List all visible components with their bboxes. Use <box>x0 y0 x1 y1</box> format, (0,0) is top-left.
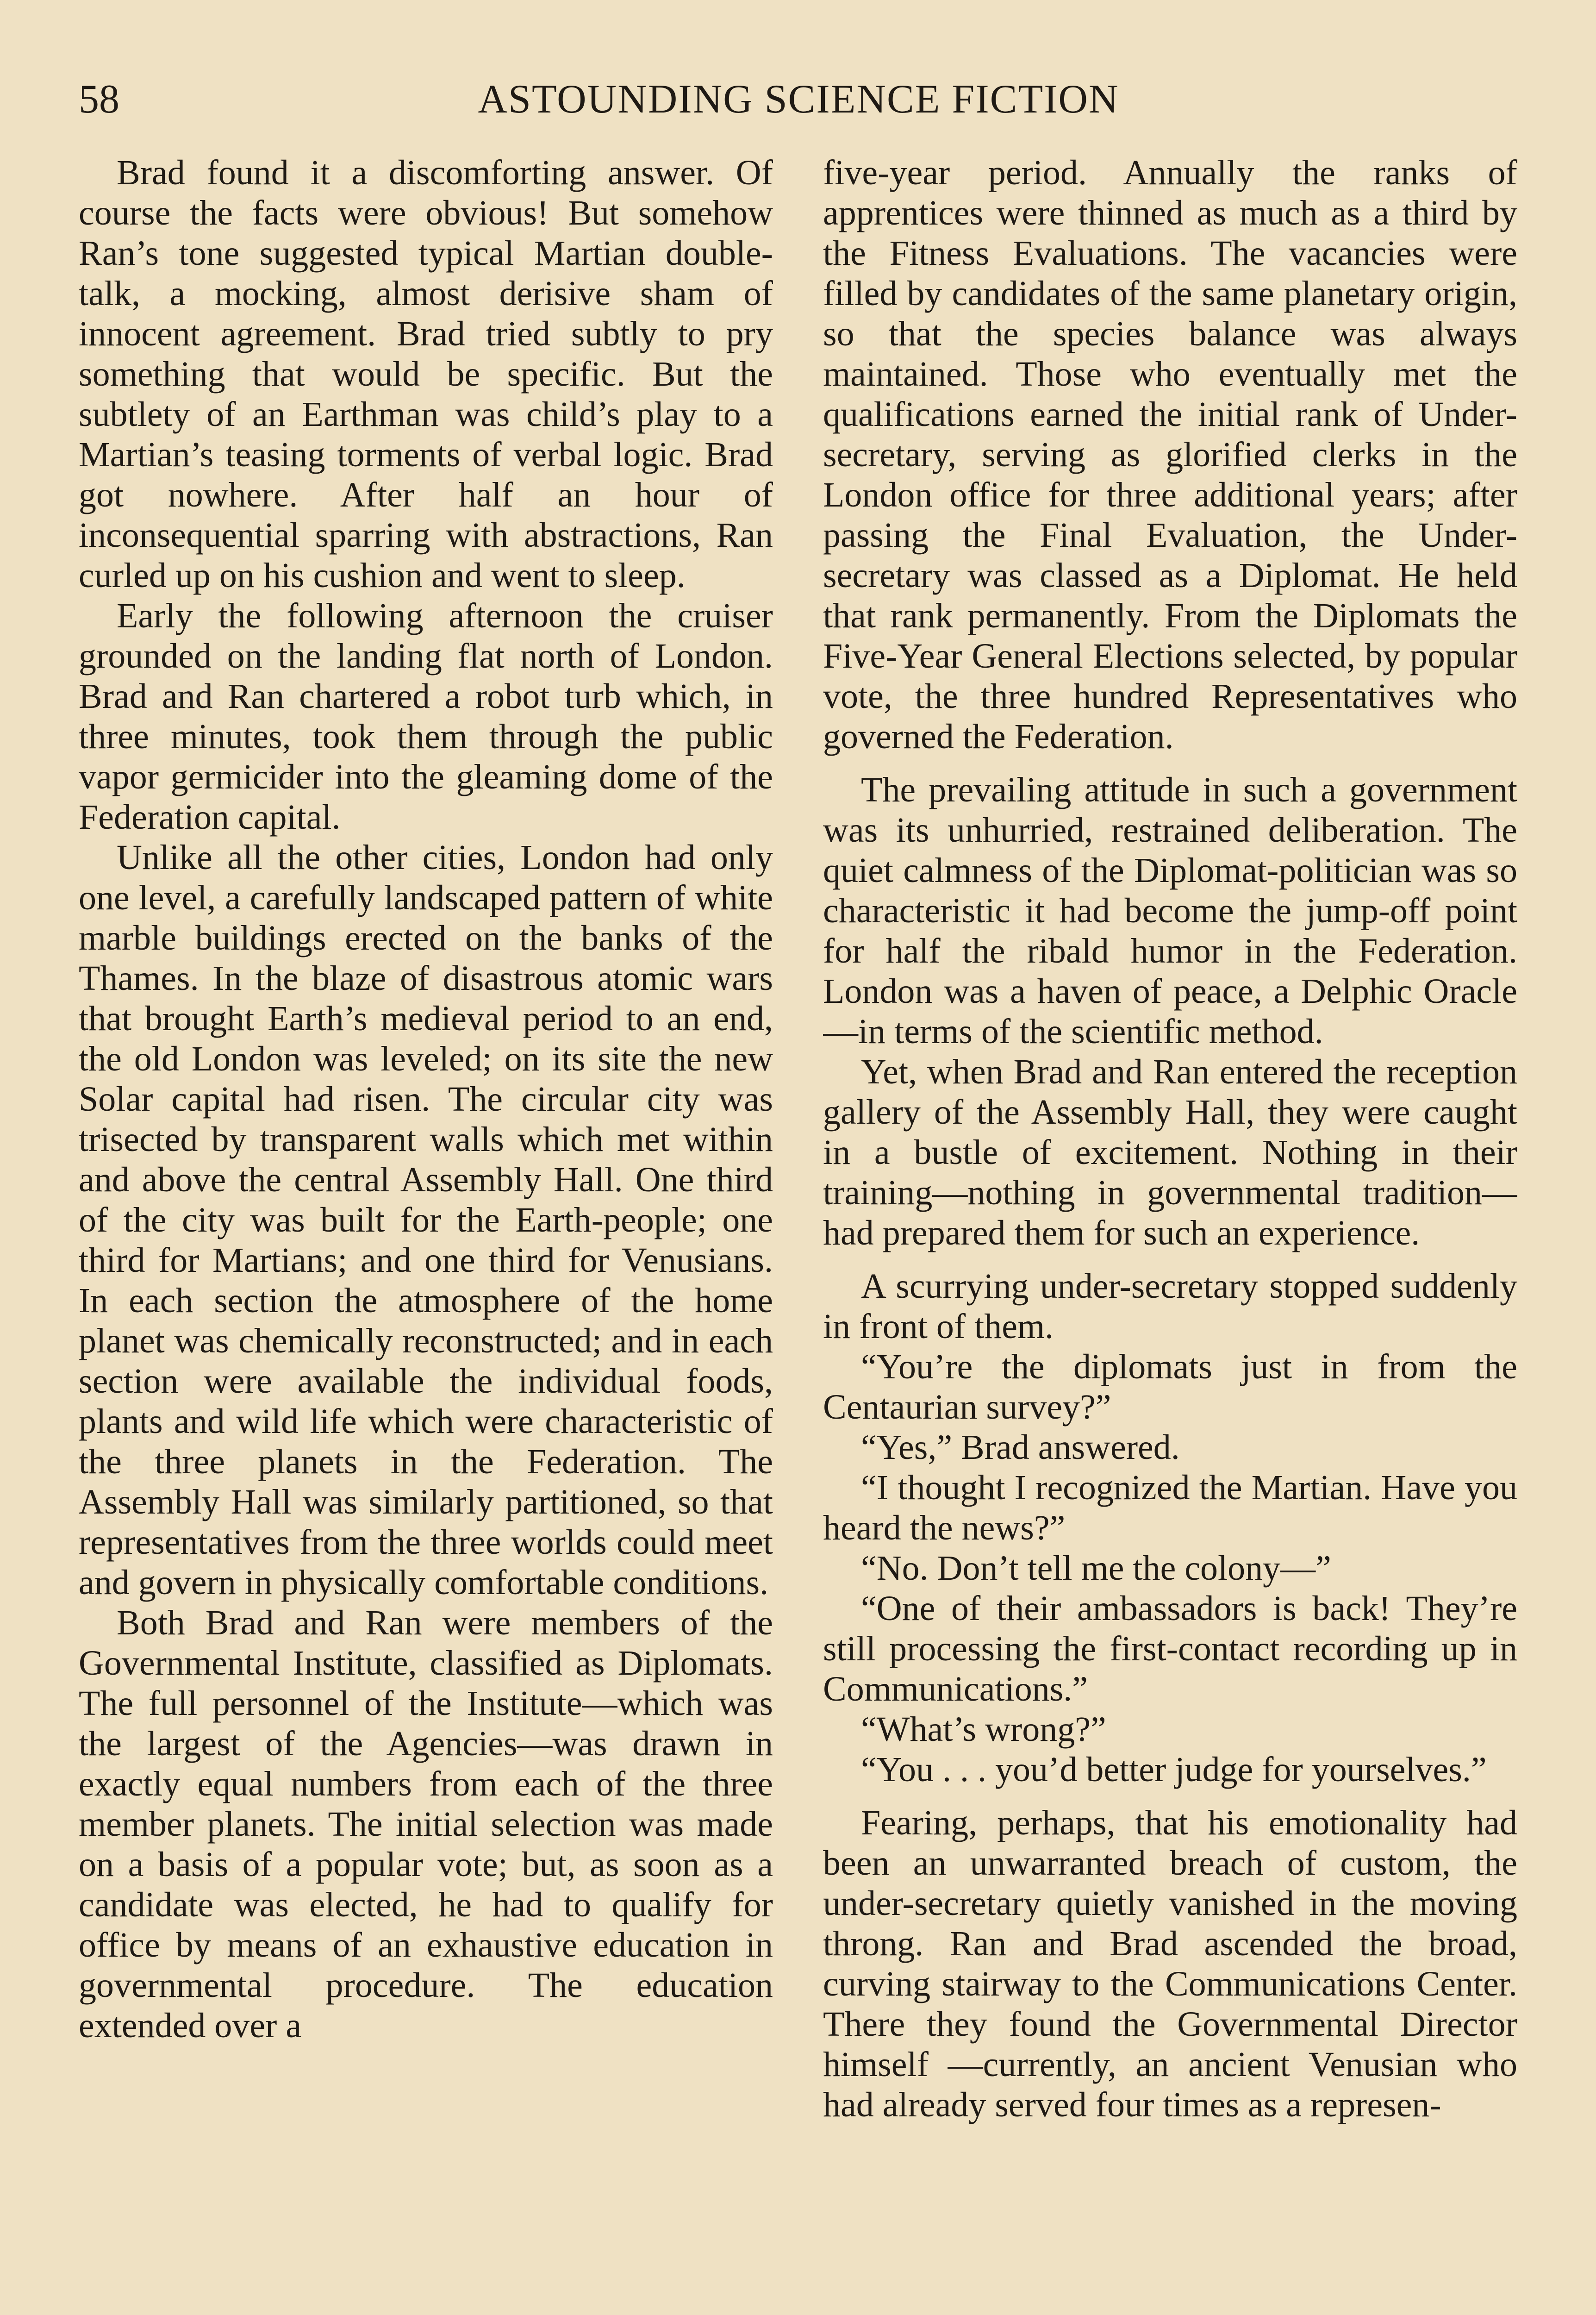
paragraph: “You . . . you’d better judge for yourselves.” <box>861 1750 1487 1789</box>
paragraph: The prevailing attitude in such a government was its unhurried, restrained deliberation. The quiet calmness of the Diplomat-politician was so characteristic it had become the jump-off point for half the ribald humor in the Federation. London was a haven of peace, a Delphic Oracle—in terms of the scientific method. <box>823 770 1517 1051</box>
paragraph: “I thought I recognized the Martian. Have you heard the news?” <box>823 1468 1517 1547</box>
paragraph: Early the following afternoon the cruiser grounded on the landing flat north of London. Brad and Ran chartered a robot turb which, in three minutes, took them through the public vapor germicider into the gleaming dome of the Federation capital. <box>79 596 773 837</box>
paragraph: Fearing, perhaps, that his emotionality had been an unwarranted breach of custom, the under-secretary quietly vanished in the moving throng. Ran and Brad ascended the broad, curving stairway to the Communications Center. There they found the Governmental Director himself —currently, an ancient Venusian who had already served four times as a represen- <box>823 1803 1517 2124</box>
paragraph: “You’re the diplomats just in from the Centaurian survey?” <box>823 1347 1517 1427</box>
paragraph: “What’s wrong?” <box>861 1710 1106 1749</box>
paragraph: Both Brad and Ran were members of the Governmental Institute, classified as Diplomats. The full personnel of the Institute—which was the largest of the Agencies—was drawn in exactly equal numbers from each of the three member planets. The initial selection was made on a basis of a popular vote; but, as soon as a candidate was elected, he had to qualify for office by means of an exhaustive education in governmental procedure. The education extended over a <box>79 1603 773 2045</box>
page-number: 58 <box>79 77 119 122</box>
paragraph: “One of their ambassadors is back! They’re still processing the first-contact recording up in Communications.” <box>823 1589 1517 1708</box>
paragraph: A scurrying under-secretary stopped suddenly in front of them. <box>823 1267 1517 1346</box>
paragraph: Unlike all the other cities, London had only one level, a carefully landscaped pattern of white marble buildings erected on the banks of the Thames. In the blaze of disastrous atomic wars that brought Earth’s medieval period to an end, the old London was leveled; on its site the new Solar capital had risen. The circular city was trisected by transparent walls which met within and above the central Assembly Hall. One third of the city was built for the Earth-people; one third for Martians; and one third for Venusians. In each section the atmosphere of the home planet was chemically reconstructed; and in each section were available the individual foods, plants and wild life which were characteristic of the three planets in the Federation. The Assembly Hall was similarly partitioned, so that representatives from the three worlds could meet and govern in physically comfortable conditions. <box>79 838 773 1602</box>
paragraph: “No. Don’t tell me the colony—” <box>861 1549 1331 1588</box>
magazine-title: ASTOUNDING SCIENCE FICTION <box>478 77 1119 122</box>
paragraph: “Yes,” Brad answered. <box>861 1428 1180 1467</box>
page-header <box>79 65 1518 134</box>
right-column <box>823 153 1517 2315</box>
paragraph: Brad found it a discomforting answer. Of course the facts were obvious! But somehow Ran’s tone suggested typical Martian double-talk, a mocking, almost derisive sham of innocent agreement. Brad tried subtly to pry something that would be specific. But the subtlety of an Earthman was child’s play to a Martian’s teasing torments of verbal logic. Brad got nowhere. After half an hour of inconsequential sparring with abstractions, Ran curled up on his cushion and went to sleep. <box>79 153 773 595</box>
left-column <box>79 153 773 2315</box>
paragraph: Yet, when Brad and Ran entered the reception gallery of the Assembly Hall, they were caught in a bustle of excitement. Nothing in their training—nothing in governmental tradition—had prepared them for such an experience. <box>823 1052 1517 1252</box>
paragraph: five-year period. Annually the ranks of apprentices were thinned as much as a third by the Fitness Evaluations. The vacancies were filled by candidates of the same planetary origin, so that the species balance was always maintained. Those who eventually met the qualifications earned the initial rank of Under-secretary, serving as glorified clerks in the London office for three additional years; after passing the Final Evaluation, the Under-secretary was classed as a Diplomat. He held that rank permanently. From the Diplomats the Five-Year General Elections selected, by popular vote, the three hundred Representatives who governed the Federation. <box>823 153 1517 756</box>
